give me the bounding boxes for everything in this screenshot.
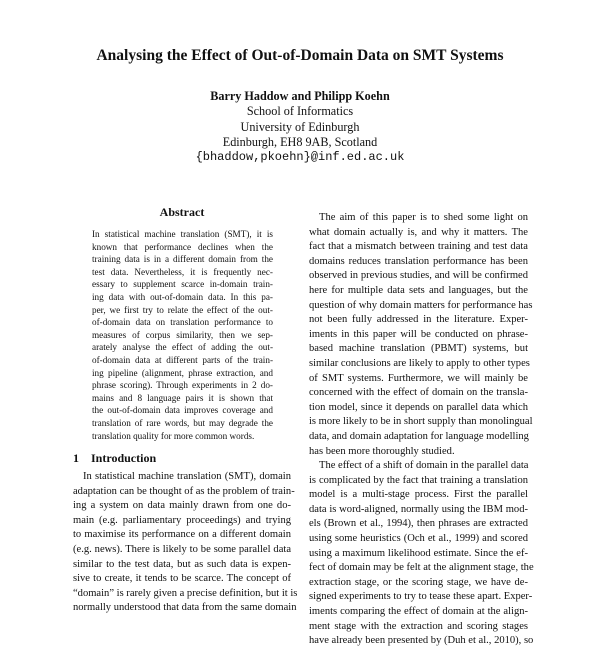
text-line: using some heuristics (Och et al., 1999) and scored [309,533,528,545]
text-line: is complicated by the fact that training a translation [309,474,528,486]
text-line: normally understood that data from the same domain [73,602,297,614]
text-line: signed experiments to try to tease these apart. Exper- [309,591,533,603]
text-line: tion model, since it depends on parallel data which [309,401,528,413]
text-line: The effect of a shift of domain in the parallel data [319,460,529,472]
text-line: iments in this paper will be conducted on phrase- [309,328,528,340]
text-line: (e.g. news). There is likely to be some parallel data [73,543,291,555]
text-line: not been fully addressed in the literature. Exper- [309,314,528,326]
author-names: Barry Haddow and Philipp Koehn [210,89,390,103]
affiliation-university: University of Edinburgh [240,119,360,134]
text-line: observed in previous studies, and will be confirmed [309,270,528,282]
text-line: essary to supplement scarce in-domain train- [92,279,273,290]
text-line: domains reduces translation performance has been [309,255,528,267]
text-line: mains and 8 language pairs it is shown that [92,392,273,403]
text-line: ing pipeline (alignment, phrase extraction, and [92,367,273,378]
section-number: 1 [73,451,79,465]
text-line: iments comparing the effect of domain at the align- [309,606,528,618]
text-line: data, and domain adaptation for language modelling [309,430,529,442]
text-line: model is a multi-stage process. First the parallel [309,489,528,501]
text-line: what domain actually is, and why it matters. The [309,226,528,238]
text-line: In statistical machine translation (SMT), it is [92,229,273,239]
abstract-text [92,228,273,442]
text-line: concerned with the effect of domain on the transla- [309,387,528,399]
text-line: main (e.g. parliamentary proceedings) and trying [73,514,291,526]
text-line: data is word-aligned, normally using the IBM mod- [309,503,528,515]
text-line: training data is in a different domain from the [92,254,273,265]
text-line: fect of domain may be felt at the alignment stage, the [309,562,534,574]
text-line: adaptation can be thought of as the problem of train- [73,485,295,497]
text-line: translation of rare words, but may degrade the [92,417,273,428]
text-line: fact that a mismatch between training and test data [309,241,528,253]
text-line: els (Brown et al., 1994), then phrases are extracted [309,518,528,530]
text-line: question of why domain matters for performance has [309,299,533,311]
text-line: “domain” is rarely given a precise definition, but it is [73,587,298,599]
text-line: The aim of this paper is to shed some light on [319,212,528,223]
text-line: to maximise its performance on a different domain [73,529,291,541]
text-line: based machine translation (PBMT) systems, but [309,343,528,355]
text-line: of-domain data at different parts of the train- [92,354,273,365]
text-line: extraction stage, or the scoring stage, we have de- [309,576,528,588]
text-line: per, we first try to relate the effect of the out- [92,304,273,315]
text-line: is more likely to be in short supply than monolingual [309,416,533,428]
text-line: ing a system on data mainly drawn from one do- [73,500,291,512]
section-heading-introduction [73,451,291,466]
text-line: has been more thoroughly studied. [309,445,455,457]
text-line: sive to create, it tends to be scarce. The concept of [73,573,291,585]
text-line: ing data with out-of-domain data. In this pa- [92,291,273,302]
abstract-heading: Abstract [159,205,205,219]
text-line: similar conclusions are likely to apply to other types [309,357,530,369]
affiliation-school: School of Informatics [246,104,354,119]
text-line: have already been presented by (Duh et al., 2010), so [309,635,534,647]
introduction-text [73,470,298,616]
text-line: ment stage with the extraction and scoring stages [309,620,528,632]
author-email: {bhaddow,pkoehn}@inf.ed.ac.uk [195,150,405,165]
right-column-text [309,211,534,649]
text-line: the out-of-domain data improves coverage and [92,405,273,416]
text-line: translation quality for more common words. [92,430,255,441]
text-line: phrase scoring). Through experiments in 2 do- [92,380,273,391]
text-line: In statistical machine translation (SMT), domain [83,471,291,482]
text-line: of SMT systems. Furthermore, we will mainly be [309,372,528,384]
text-line: similar to the test data, but as such data is expen- [73,558,291,570]
author-block [0,89,600,165]
text-line: of-domain data on translation performance to [92,317,273,328]
text-line: arately analyse the effect of adding the out- [92,342,273,353]
section-title: Introduction [91,451,157,465]
text-line: using a maximum likelihood estimate. Since the ef- [309,547,528,559]
text-line: known that performance declines when the [92,241,273,252]
affiliation-address: Edinburgh, EH8 9AB, Scotland [222,134,378,149]
text-line: here for multiple data sets and languages, but the [309,284,528,296]
text-line: test data. Nevertheless, it is frequently nec- [92,266,273,277]
paper-title: Analysing the Effect of Out-of-Domain Data on SMT Systems [96,47,504,64]
text-line: measures of corpus similarity, then we sep- [92,329,273,340]
